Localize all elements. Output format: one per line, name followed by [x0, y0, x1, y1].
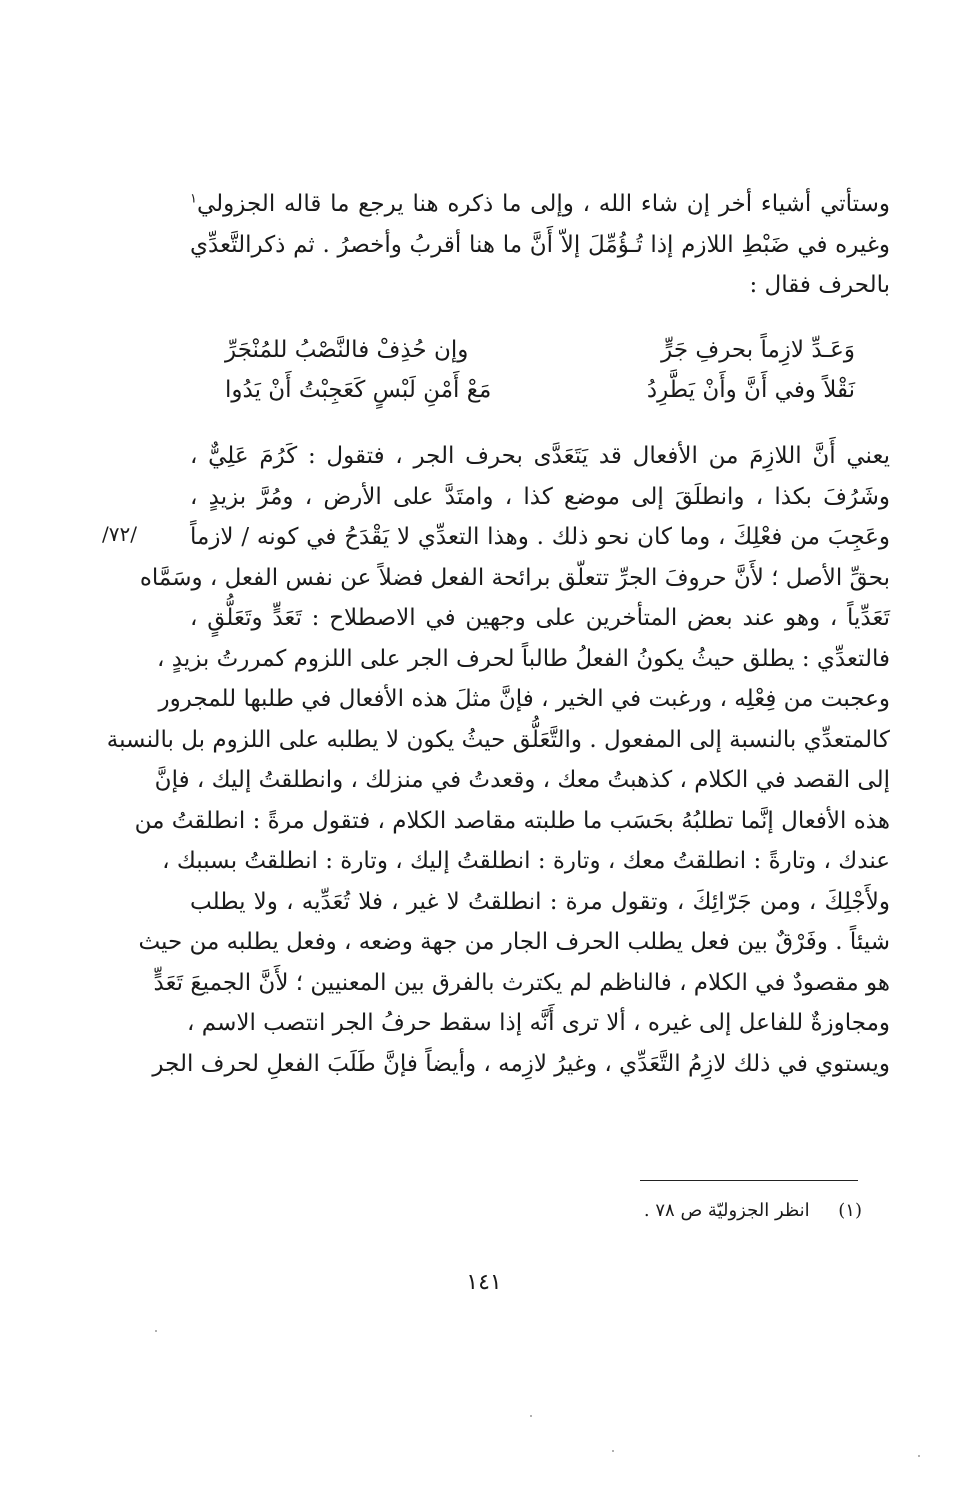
text-line: هذه الأفعال إنَّما تطلبُهُ بحَسَب ما طلبته مقاصد الكلام ، فتقول مرةً : انطلقتُ من — [134, 807, 890, 834]
verse-row — [225, 330, 855, 370]
text-line: تَعَدِّياً ، وهو عند بعض المتأخرين على وجهين في الاصطلاح : تَعَدٍّ وتَعَلُّقٍ ، — [190, 605, 890, 631]
text-line: ويستوي في ذلك لازِمُ التَّعَدِّي ، وغيرُ لازِمه ، وأيضاً فإنَّ طَلَبَ الفعلِ لحرف الجر — [152, 1050, 890, 1077]
text-line-content: وستأتي أشياء أخر إن شاء الله ، وإلى ما ذكره هنا يرجع ما قاله الجزولي — [196, 191, 890, 217]
verse-row — [225, 370, 855, 410]
text-line: وغيره في ضَبْطِ اللازم إذا تُـؤُمِّلَ إلاّ أَنَّ ما هنا أقربُ وأخصرُ . ثم ذكرالتَّعدِّي — [190, 231, 890, 258]
footnote-divider — [640, 1180, 858, 1181]
scan-speck — [612, 1450, 614, 1452]
footnote-text: انظر الجزوليّة ص ٧٨ . — [643, 1200, 810, 1221]
body-text — [190, 184, 890, 306]
text-line: يعني أَنَّ اللازِمَ من الأفعال قد يَتَعَدَّى بحرف الجر ، فتقول : كَرُمَ عَلِيٌّ ، — [190, 443, 890, 469]
text-line: إلى القصد في الكلام ، كذهبتُ معك ، وقعدتُ في منزلك ، وانطلقتُ إليك ، فإنَّ — [154, 767, 890, 793]
scan-speck — [530, 1415, 532, 1417]
footnote-number: (١) — [838, 1200, 862, 1221]
page-number: ١٤١ — [466, 1270, 502, 1295]
text-line: فالتعدِّي : يطلق حيثُ يكونُ الفعلُ طالباً لحرف الجر على اللزوم كمررتُ بزيدٍ ، — [157, 645, 890, 672]
scan-speck — [155, 1330, 157, 1332]
text-line: وشَرُفَ بكذا ، وانطلَقَ إلى موضع كذا ، وامتَدَّ على الأرض ، ومُرَّ بزيدٍ ، — [190, 483, 890, 510]
manuscript-folio-marker: /٧٢/ — [102, 522, 137, 546]
verse-hemistich-right: وَعَـدِّ لازِماً بحرفِ جَرٍّ — [661, 337, 855, 363]
footnote-reference: ١ — [190, 191, 197, 207]
text-line: بحقِّ الأصل ؛ لأَنَّ حروفَ الجرِّ تتعلّق برائحة الفعل فضلاً عن نفس الفعل ، وسَمَّاه — [139, 564, 890, 591]
text-line: وعجبت من فِعْلِه ، ورغبت في الخير ، فإنَّ مثلَ هذه الأفعال في طلبها للمجرور — [158, 686, 890, 712]
text-line: بالحرف فقال : — [749, 272, 890, 298]
text-line: ولأَجْلِكَ ، ومن جَرّائِكَ ، وتقول مرة : انطلقتُ لا غير ، فلا تُعَدِّيه ، ولا يطلب — [190, 888, 890, 915]
text-line: شيئاً . وفَرْقٌ بين فعل يطلب الحرف الجار من جهة وضعه ، وفعل يطلبه من حيث — [138, 929, 890, 955]
text-line: هو مقصودٌ في الكلام ، فالناظم لم يكترث بالفرق بين المعنيين ؛ لأَنَّ الجميعَ تَعَدٍّ — [153, 969, 890, 996]
text-line — [190, 184, 890, 225]
text-line: وعَجِبَ من فعْلِكَ ، وما كان نحو ذلك . وهذا التعدِّي لا يَقْدَحُ في كونه / لازماً — [190, 524, 890, 550]
text-line: ومجاوزةٌ للفاعل إلى غيره ، ألا ترى أَنَّه إذا سقط حرفُ الجر انتصب الاسم ، — [187, 1010, 890, 1036]
footnote — [600, 1200, 862, 1221]
text-line: كالمتعدِّي بالنسبة إلى المفعول . والتَّعَلُّق حيثُ يكون لا يطلبه على اللزوم بل بالنسبة — [106, 726, 890, 753]
scan-speck — [918, 1455, 920, 1457]
verse-block — [225, 330, 855, 410]
text-line: عندك ، وتارةً : انطلقتُ معك ، وتارة : انطلقتُ إليك ، وتارة : انطلقتُ بسببك ، — [162, 848, 890, 874]
paragraph-intro — [190, 184, 890, 306]
verse-hemistich-right: نَقْلاً وفي أَنَّ وأَنْ يَطَّرِدُ — [646, 377, 855, 403]
verse-hemistich-left: مَعْ أَمْنِ لَبْسٍ كَعَجِبْتُ أَنْ يَدُوا — [225, 377, 492, 403]
verse-hemistich-left: وإن حُذِفْ فالنَّصْبُ للمُنْجَرِّ — [225, 337, 469, 363]
